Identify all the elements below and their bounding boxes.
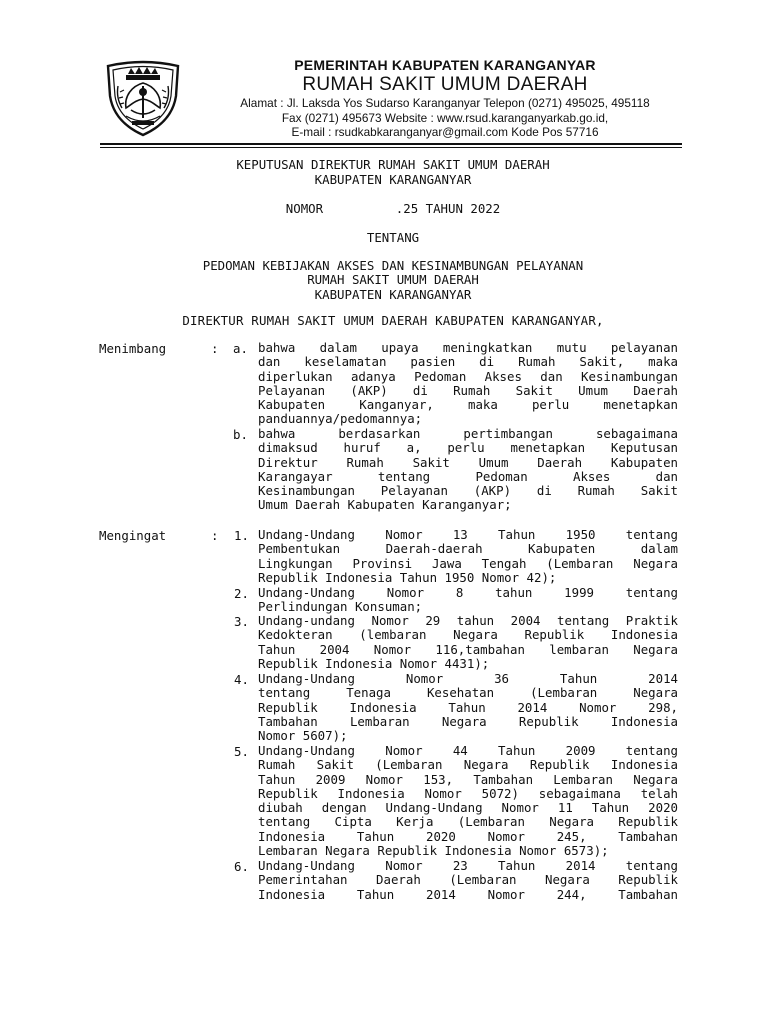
text-line: Nomor 5607); (258, 728, 348, 744)
text-line: Undang-undang Nomor 29 tahun 2004 tentang Praktik (258, 613, 678, 628)
mengingat-item-2 (258, 586, 678, 615)
menimbang-item-a (258, 341, 678, 427)
menimbang-marker-a: a. (233, 341, 248, 356)
decree-heading-1: KEPUTUSAN DIREKTUR RUMAH SAKIT UMUM DAERAH (236, 157, 550, 172)
text-line: Karangayar tentang Pedoman Akses dan (258, 468, 678, 484)
mengingat-item-4 (258, 672, 678, 743)
text-line: Perlindungan Konsuman; (258, 599, 423, 615)
mengingat-item-3 (258, 614, 678, 671)
text-line: Undang-Undang Nomor 23 Tahun 2014 tentang (258, 858, 678, 873)
text-line: Undang-Undang Nomor 44 Tahun 2009 tentang (258, 743, 678, 758)
text-line: Kedokteran (lembaran Negara Republik Indonesia (258, 627, 678, 643)
text-line: Tahun 2009 Nomor 153, Tambahan Lembaran Negara (258, 771, 678, 787)
text-line: Pembentukan Daerah-daerah Kabupaten dalam (258, 541, 678, 557)
decree-number (100, 201, 686, 216)
decree-number-label: NOMOR (285, 201, 324, 216)
mengingat-item-5 (258, 744, 678, 858)
decree-title-1: PEDOMAN KEBIJAKAN AKSES DAN KESINAMBUNGAN PELAYANAN (202, 258, 584, 273)
decree-heading-2: KABUPATEN KARANGANYAR (314, 172, 472, 187)
text-line: panduannya/pedomannya; (258, 411, 423, 427)
text-line: Undang-Undang Nomor 13 Tahun 1950 tentang (258, 527, 678, 542)
text-line: Undang-Undang Nomor 36 Tahun 2014 (258, 671, 678, 686)
text-line: dan keselamatan pasien di Rumah Sakit, maka (258, 354, 678, 370)
text-line: Republik Indonesia Nomor 5072) sebagaimana telah (258, 785, 678, 801)
mengingat-marker-3: 3. (234, 614, 249, 629)
text-line: Indonesia Tahun 2014 Nomor 244, Tambahan (258, 886, 678, 902)
mengingat-marker-4: 4. (234, 672, 249, 687)
hospital-name: RUMAH SAKIT UMUM DAERAH (302, 74, 588, 95)
text-line: dimaksud huruf a, perlu menetapkan Keputusan (258, 440, 678, 456)
text-line: Pelayanan (AKP) di Rumah Sakit Umum Daerah (258, 382, 678, 398)
text-line: bahwa berdasarkan pertimbangan sebagaimana (258, 426, 678, 441)
address-line-1: Alamat : Jl. Laksda Yos Sudarso Karanganyar Telepon (0271) 495025, 495118 (240, 96, 650, 110)
text-line: Republik Indonesia Tahun 2014 Nomor 298, (258, 699, 678, 715)
mengingat-item-1 (258, 528, 678, 585)
mengingat-label: Mengingat (99, 528, 167, 543)
text-line: Direktur Rumah Sakit Umum Daerah Kabupaten (258, 454, 678, 470)
mengingat-item-6 (258, 859, 678, 902)
mengingat-marker-2: 2. (234, 586, 249, 601)
decree-number-value: .25 TAHUN 2022 (395, 201, 501, 216)
text-line: diperlukan adanya Pedoman Akses dan Kesinambungan (258, 368, 678, 384)
text-line: Lingkungan Provinsi Jawa Tengah (Lembaran Negara (258, 555, 678, 571)
text-line: Pemerintahan Daerah (Lembaran Negara Republik (258, 872, 678, 888)
text-line: Lembaran Negara Republik Indonesia Nomor 6573); (258, 843, 609, 859)
decree-title-3: KABUPATEN KARANGANYAR (314, 287, 472, 302)
menimbang-marker-b: b. (233, 427, 248, 442)
text-line: tentang Cipta Kerja (Lembaran Negara Republik (258, 814, 678, 830)
menimbang-label: Menimbang (99, 341, 167, 356)
text-line: Tambahan Lembaran Negara Republik Indonesia (258, 713, 678, 729)
decree-title-2: RUMAH SAKIT UMUM DAERAH (307, 272, 479, 287)
text-line: bahwa dalam upaya meningkatkan mutu pelayanan (258, 340, 678, 355)
mengingat-marker-1: 1. (234, 528, 249, 543)
text-line: Undang-Undang Nomor 8 tahun 1999 tentang (258, 585, 678, 600)
mengingat-marker-5: 5. (234, 744, 249, 759)
text-line: Indonesia Tahun 2020 Nomor 245, Tambahan (258, 828, 678, 844)
mengingat-colon: : (211, 528, 219, 543)
menimbang-item-b (258, 427, 678, 513)
decree-issuer: DIREKTUR RUMAH SAKIT UMUM DAERAH KABUPATEN KARANGANYAR, (182, 313, 604, 328)
text-line: tentang Tenaga Kesehatan (Lembaran Negara (258, 685, 678, 701)
menimbang-colon: : (211, 341, 219, 356)
decree-about: TENTANG (366, 230, 420, 245)
text-line: Republik Indonesia Nomor 4431); (258, 655, 490, 671)
address-line-3: E-mail : rsudkabkaranganyar@gmail.com Kode Pos 57716 (291, 125, 599, 139)
letterhead-divider-thick (100, 143, 682, 145)
text-line: Kesinambungan Pelayanan (AKP) di Rumah Sakit (258, 483, 678, 499)
text-line: Umum Daerah Kabupaten Karanganyar; (258, 497, 512, 513)
text-line: Republik Indonesia Tahun 1950 Nomor 42); (258, 569, 557, 585)
text-line: Kabupaten Kanganyar, maka perlu menetapkan (258, 397, 678, 413)
government-name: PEMERINTAH KABUPATEN KARANGANYAR (294, 57, 596, 73)
letterhead (200, 56, 690, 140)
letterhead-divider-thin (100, 147, 682, 148)
text-line: Rumah Sakit (Lembaran Negara Republik Indonesia (258, 757, 678, 773)
regional-coat-of-arms-icon (102, 56, 184, 138)
text-line: Tahun 2004 Nomor 116,tambahan lembaran Negara (258, 641, 678, 657)
address-line-2: Fax (0271) 495673 Website : www.rsud.karanganyarkab.go.id, (281, 110, 609, 125)
mengingat-marker-6: 6. (234, 859, 249, 874)
text-line: diubah dengan Undang-Undang Nomor 11 Tahun 2020 (258, 800, 678, 816)
